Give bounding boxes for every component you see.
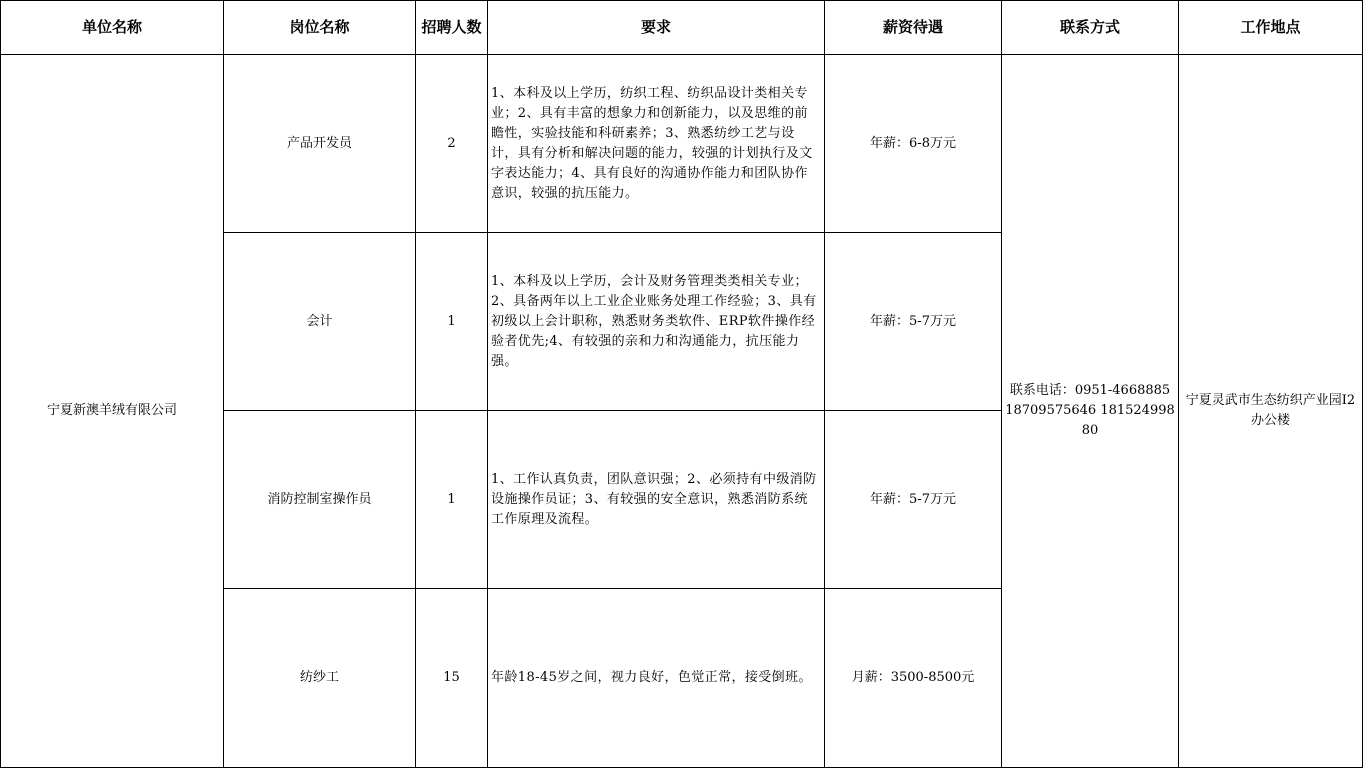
count-cell: 2 <box>416 55 488 233</box>
requirements-cell: 1、本科及以上学历，纺织工程、纺织品设计类相关专业；2、具有丰富的想象力和创新能力，以及思维的前瞻性，实验技能和科研素养；3、熟悉纺纱工艺与设计，具有分析和解决问题的能力，较强的计划执行及文字表达能力；4、具有良好的沟通协作能力和团队协作意识，较强的抗压能力。 <box>488 55 825 233</box>
header-requirements: 要求 <box>488 1 825 55</box>
header-count: 招聘人数 <box>416 1 488 55</box>
header-row <box>1 1 1363 55</box>
header-location: 工作地点 <box>1179 1 1363 55</box>
position-cell: 会计 <box>224 233 416 411</box>
requirements-cell: 1、本科及以上学历，会计及财务管理类类相关专业；2、具备两年以上工业企业账务处理工作经验；3、具有初级以上会计职称，熟悉财务类软件、ERP软件操作经验者优先;4、有较强的亲和力和沟通能力，抗压能力强。 <box>488 233 825 411</box>
salary-cell: 年薪：5-7万元 <box>825 411 1002 589</box>
location-cell: 宁夏灵武市生态纺织产业园I2办公楼 <box>1179 55 1363 768</box>
count-cell: 1 <box>416 233 488 411</box>
position-cell: 产品开发员 <box>224 55 416 233</box>
requirements-cell: 1、工作认真负责，团队意识强；2、必须持有中级消防设施操作员证；3、有较强的安全意识，熟悉消防系统工作原理及流程。 <box>488 411 825 589</box>
salary-cell: 月薪：3500-8500元 <box>825 589 1002 768</box>
position-cell: 纺纱工 <box>224 589 416 768</box>
company-name-cell: 宁夏新澳羊绒有限公司 <box>1 55 224 768</box>
contact-cell: 联系电话：0951-4668885 18709575646 18152499880 <box>1002 55 1179 768</box>
salary-cell: 年薪：6-8万元 <box>825 55 1002 233</box>
header-salary: 薪资待遇 <box>825 1 1002 55</box>
table-row <box>1 55 1363 233</box>
header-contact: 联系方式 <box>1002 1 1179 55</box>
requirements-cell: 年龄18-45岁之间，视力良好，色觉正常，接受倒班。 <box>488 589 825 768</box>
header-position: 岗位名称 <box>224 1 416 55</box>
header-company: 单位名称 <box>1 1 224 55</box>
salary-cell: 年薪：5-7万元 <box>825 233 1002 411</box>
count-cell: 15 <box>416 589 488 768</box>
count-cell: 1 <box>416 411 488 589</box>
position-cell: 消防控制室操作员 <box>224 411 416 589</box>
